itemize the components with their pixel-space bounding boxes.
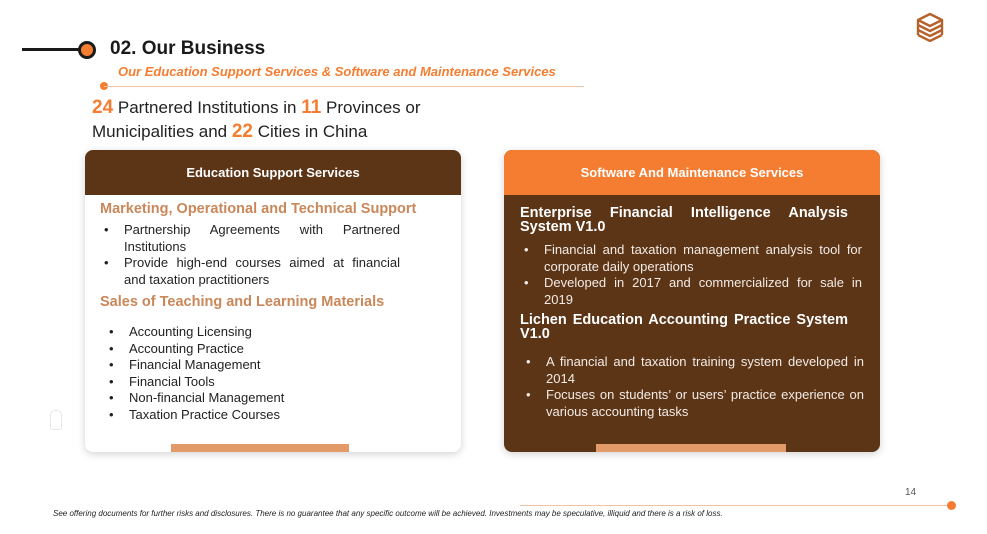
list-item: • Financial Tools: [105, 374, 405, 391]
list-item: • Provide high-end courses aimed at financial and taxation practitioners: [100, 255, 400, 288]
list-item: • Financial and taxation management analysis tool for corporate daily operations: [520, 242, 862, 275]
lightbulb-icon: [50, 410, 62, 430]
enterprise-system-title: Enterprise Financial Intelligence Analysis System V1.0: [520, 205, 848, 235]
software-maintenance-card: [504, 150, 880, 452]
marketing-support-title: Marketing, Operational and Technical Support: [100, 201, 417, 217]
headline-text-3: Cities in China: [253, 122, 368, 141]
card-accent-bar: [596, 444, 786, 452]
list-item: • Focuses on students’ or users’ practice experience on various accounting tasks: [522, 387, 864, 420]
list-item: • Accounting Practice: [105, 341, 405, 358]
lichen-system-list: [522, 354, 864, 420]
education-support-card: [85, 150, 461, 452]
software-maintenance-header: Software And Maintenance Services: [504, 150, 880, 195]
subtitle-divider: [104, 86, 584, 87]
header-line: [22, 48, 82, 51]
marketing-support-list: [100, 222, 400, 288]
page-title: 02. Our Business: [110, 38, 266, 59]
company-logo-icon: [914, 12, 946, 42]
headline-text-1: Partnered Institutions in: [113, 98, 302, 117]
footer-dot-icon: [947, 501, 956, 510]
cities-count: 22: [231, 121, 253, 142]
education-support-header: Education Support Services: [85, 150, 461, 195]
page-subtitle: Our Education Support Services & Software and Maintenance Services: [118, 64, 556, 79]
lichen-system-title: Lichen Education Accounting Practice System V1.0: [520, 312, 848, 342]
enterprise-system-list: [520, 242, 862, 308]
teaching-materials-title: Sales of Teaching and Learning Materials: [100, 294, 385, 310]
headline-stats: [92, 96, 472, 144]
teaching-materials-list: [105, 324, 405, 423]
footer-divider: [520, 505, 950, 506]
disclaimer-text: See offering documents for further risks and disclosures. There is no guarantee that any specific outcome will be achieved. Investments may be speculative, illiquid and there is a risk of loss.: [53, 509, 723, 518]
list-item: • Partnership Agreements with Partnered Institutions: [100, 222, 400, 255]
headline-text-2: Provinces or Municipalities and: [92, 98, 421, 141]
list-item: • A financial and taxation training system developed in 2014: [522, 354, 864, 387]
header-dot-icon: [78, 41, 96, 59]
page-number: 14: [905, 487, 917, 498]
list-item: • Developed in 2017 and commercialized for sale in 2019: [520, 275, 862, 308]
list-item: • Financial Management: [105, 357, 405, 374]
list-item: • Taxation Practice Courses: [105, 407, 405, 424]
provinces-count: 11: [301, 97, 322, 118]
card-accent-bar: [171, 444, 349, 452]
institutions-count: 24: [92, 97, 114, 118]
list-item: • Accounting Licensing: [105, 324, 405, 341]
list-item: • Non-financial Management: [105, 390, 405, 407]
